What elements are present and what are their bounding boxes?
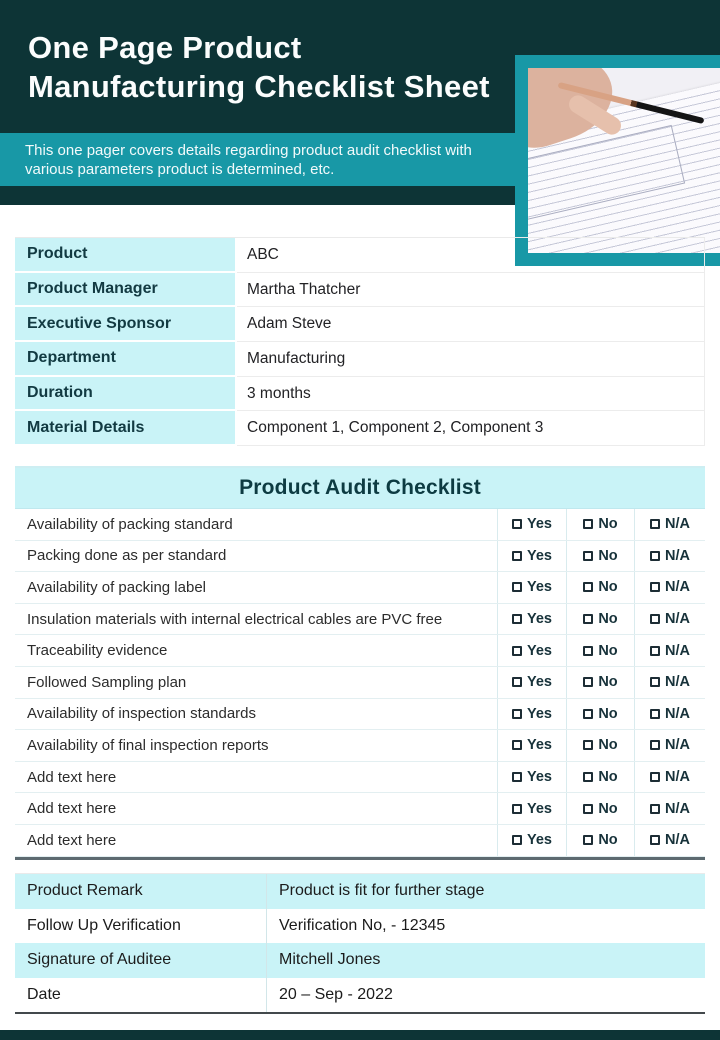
- checkbox-icon: [512, 582, 522, 592]
- option-label: N/A: [665, 674, 690, 691]
- checkbox-no[interactable]: [566, 762, 634, 793]
- option-label: No: [598, 611, 618, 628]
- checklist-item-text: Add text here: [27, 768, 117, 786]
- checkbox-icon: [583, 804, 593, 814]
- table-row: [15, 825, 705, 857]
- checkbox-no[interactable]: [566, 793, 634, 824]
- info-value-material-details: Component 1, Component 2, Component 3: [237, 411, 705, 446]
- checkbox-icon: [583, 646, 593, 656]
- option-label: N/A: [665, 547, 690, 564]
- checkbox-yes[interactable]: [497, 762, 566, 793]
- table-row: [15, 762, 705, 794]
- checkbox-icon: [512, 677, 522, 687]
- checkbox-icon: [583, 709, 593, 719]
- checkbox-icon: [583, 740, 593, 750]
- checkbox-icon: [650, 582, 660, 592]
- option-label: Yes: [527, 800, 552, 817]
- option-label: Yes: [527, 705, 552, 722]
- checkbox-na[interactable]: [634, 509, 705, 540]
- checkbox-icon: [583, 835, 593, 845]
- option-label: Yes: [527, 579, 552, 596]
- option-label: No: [598, 516, 618, 533]
- checkbox-icon: [512, 772, 522, 782]
- option-label: No: [598, 769, 618, 786]
- checkbox-yes[interactable]: [497, 825, 566, 856]
- info-label-product: Product: [15, 238, 237, 273]
- info-label-duration: Duration: [15, 377, 237, 412]
- checkbox-yes[interactable]: [497, 793, 566, 824]
- option-label: N/A: [665, 769, 690, 786]
- summary-label-signature-of-auditee: Signature of Auditee: [15, 943, 267, 978]
- checkbox-icon: [512, 709, 522, 719]
- checkbox-no[interactable]: [566, 825, 634, 856]
- option-label: No: [598, 674, 618, 691]
- checkbox-yes[interactable]: [497, 730, 566, 761]
- summary-value-date: 20 – Sep - 2022: [279, 986, 393, 1004]
- checklist-item-text: Availability of inspection standards: [27, 705, 257, 723]
- info-label-executive-sponsor: Executive Sponsor: [15, 307, 237, 342]
- table-row: [15, 238, 705, 273]
- table-row: [15, 699, 705, 731]
- info-value-duration: 3 months: [237, 377, 705, 412]
- checklist-item-text: Followed Sampling plan: [27, 673, 187, 691]
- checkbox-na[interactable]: [634, 730, 705, 761]
- table-row: [15, 604, 705, 636]
- option-label: Yes: [527, 674, 552, 691]
- info-label-department: Department: [15, 342, 237, 377]
- product-audit-checklist-table: [15, 466, 705, 860]
- checkbox-na[interactable]: [634, 667, 705, 698]
- checkbox-na[interactable]: [634, 635, 705, 666]
- option-label: N/A: [665, 642, 690, 659]
- checkbox-na[interactable]: [634, 825, 705, 856]
- option-label: N/A: [665, 737, 690, 754]
- table-row: [15, 978, 705, 1013]
- checkbox-icon: [650, 709, 660, 719]
- checkbox-icon: [650, 677, 660, 687]
- subtitle-line2: various parameters product is determined, etc.: [25, 160, 335, 178]
- checklist-review-photo: [528, 68, 720, 253]
- option-label: Yes: [527, 516, 552, 533]
- checkbox-yes[interactable]: [497, 699, 566, 730]
- option-label: N/A: [665, 800, 690, 817]
- checkbox-icon: [650, 519, 660, 529]
- option-label: N/A: [665, 579, 690, 596]
- checkbox-no[interactable]: [566, 541, 634, 572]
- option-label: N/A: [665, 705, 690, 722]
- checkbox-yes[interactable]: [497, 509, 566, 540]
- checkbox-icon: [650, 551, 660, 561]
- table-row: [15, 874, 705, 909]
- checkbox-no[interactable]: [566, 635, 634, 666]
- checkbox-yes[interactable]: [497, 604, 566, 635]
- checkbox-icon: [583, 772, 593, 782]
- checkbox-icon: [512, 519, 522, 529]
- info-label-material-details: Material Details: [15, 411, 237, 446]
- checkbox-icon: [650, 772, 660, 782]
- option-label: N/A: [665, 611, 690, 628]
- checkbox-no[interactable]: [566, 604, 634, 635]
- info-value-department: Manufacturing: [237, 342, 705, 377]
- checkbox-na[interactable]: [634, 762, 705, 793]
- checkbox-icon: [650, 835, 660, 845]
- checkbox-na[interactable]: [634, 572, 705, 603]
- checklist-item-text: Availability of packing standard: [27, 515, 233, 533]
- table-row: [15, 411, 705, 446]
- table-row: [15, 667, 705, 699]
- table-row: [15, 572, 705, 604]
- checklist-item-text: Insulation materials with internal electrical cables are PVC free: [27, 610, 443, 628]
- option-label: No: [598, 832, 618, 849]
- checkbox-icon: [650, 614, 660, 624]
- checklist-item-text: Packing done as per standard: [27, 547, 227, 565]
- checkbox-icon: [512, 646, 522, 656]
- option-label: Yes: [527, 611, 552, 628]
- option-label: Yes: [527, 547, 552, 564]
- checkbox-no[interactable]: [566, 699, 634, 730]
- checklist-item-text: Traceability evidence: [27, 642, 168, 660]
- audit-summary-table: [15, 873, 705, 1014]
- table-row: [15, 943, 705, 978]
- table-row: [15, 342, 705, 377]
- option-label: Yes: [527, 832, 552, 849]
- project-info-table: [15, 237, 705, 446]
- option-label: No: [598, 705, 618, 722]
- option-label: No: [598, 642, 618, 659]
- checkbox-yes[interactable]: [497, 635, 566, 666]
- checkbox-icon: [650, 740, 660, 750]
- checkbox-icon: [583, 551, 593, 561]
- footer-band: [0, 1030, 720, 1040]
- page-title-line1: One Page Product: [28, 30, 302, 65]
- table-row: [15, 541, 705, 573]
- page-title-line2: Manufacturing Checklist Sheet: [28, 69, 490, 104]
- info-value-product-manager: Martha Thatcher: [237, 273, 705, 308]
- checklist-item-text: Add text here: [27, 800, 117, 818]
- checkbox-icon: [650, 804, 660, 814]
- info-value-product: ABC: [237, 238, 705, 273]
- option-label: N/A: [665, 516, 690, 533]
- option-label: No: [598, 547, 618, 564]
- checkbox-icon: [512, 614, 522, 624]
- checklist-item-text: Availability of final inspection reports: [27, 736, 269, 754]
- checklist-title: Product Audit Checklist: [15, 468, 705, 509]
- checkbox-na[interactable]: [634, 541, 705, 572]
- checkbox-yes[interactable]: [497, 667, 566, 698]
- option-label: N/A: [665, 832, 690, 849]
- checklist-item-text: Availability of packing label: [27, 578, 206, 596]
- checkbox-icon: [512, 551, 522, 561]
- option-label: Yes: [527, 642, 552, 659]
- checkbox-na[interactable]: [634, 699, 705, 730]
- table-row: [15, 635, 705, 667]
- checkbox-yes[interactable]: [497, 572, 566, 603]
- option-label: No: [598, 579, 618, 596]
- checkbox-icon: [512, 835, 522, 845]
- option-label: Yes: [527, 769, 552, 786]
- page-title: [28, 28, 490, 106]
- checkbox-na[interactable]: [634, 604, 705, 635]
- table-row: [15, 273, 705, 308]
- checkbox-icon: [583, 677, 593, 687]
- summary-label-follow-up-verification: Follow Up Verification: [15, 909, 267, 944]
- checkbox-icon: [512, 740, 522, 750]
- table-row: [15, 509, 705, 541]
- subtitle-line1: This one pager covers details regarding product audit checklist with: [25, 141, 472, 159]
- info-value-executive-sponsor: Adam Steve: [237, 307, 705, 342]
- summary-value-signature-of-auditee: Mitchell Jones: [279, 951, 381, 969]
- checkbox-icon: [583, 582, 593, 592]
- checkbox-no[interactable]: [566, 730, 634, 761]
- table-row: [15, 307, 705, 342]
- option-label: Yes: [527, 737, 552, 754]
- checkbox-yes[interactable]: [497, 541, 566, 572]
- summary-value-product-remark: Product is fit for further stage: [279, 882, 485, 900]
- checkbox-no[interactable]: [566, 572, 634, 603]
- summary-label-product-remark: Product Remark: [15, 874, 267, 909]
- checkbox-no[interactable]: [566, 509, 634, 540]
- checkbox-icon: [650, 646, 660, 656]
- option-label: No: [598, 800, 618, 817]
- checkbox-na[interactable]: [634, 793, 705, 824]
- table-row: [15, 909, 705, 944]
- table-row: [15, 377, 705, 412]
- info-label-product-manager: Product Manager: [15, 273, 237, 308]
- checkbox-no[interactable]: [566, 667, 634, 698]
- summary-value-follow-up-verification: Verification No, - 12345: [279, 916, 446, 934]
- checklist-item-text: Add text here: [27, 831, 117, 849]
- table-row: [15, 730, 705, 762]
- table-row: [15, 793, 705, 825]
- option-label: No: [598, 737, 618, 754]
- checkbox-icon: [583, 614, 593, 624]
- checkbox-icon: [512, 804, 522, 814]
- checkbox-icon: [583, 519, 593, 529]
- photo-frame: [515, 55, 720, 266]
- summary-label-date: Date: [15, 978, 267, 1013]
